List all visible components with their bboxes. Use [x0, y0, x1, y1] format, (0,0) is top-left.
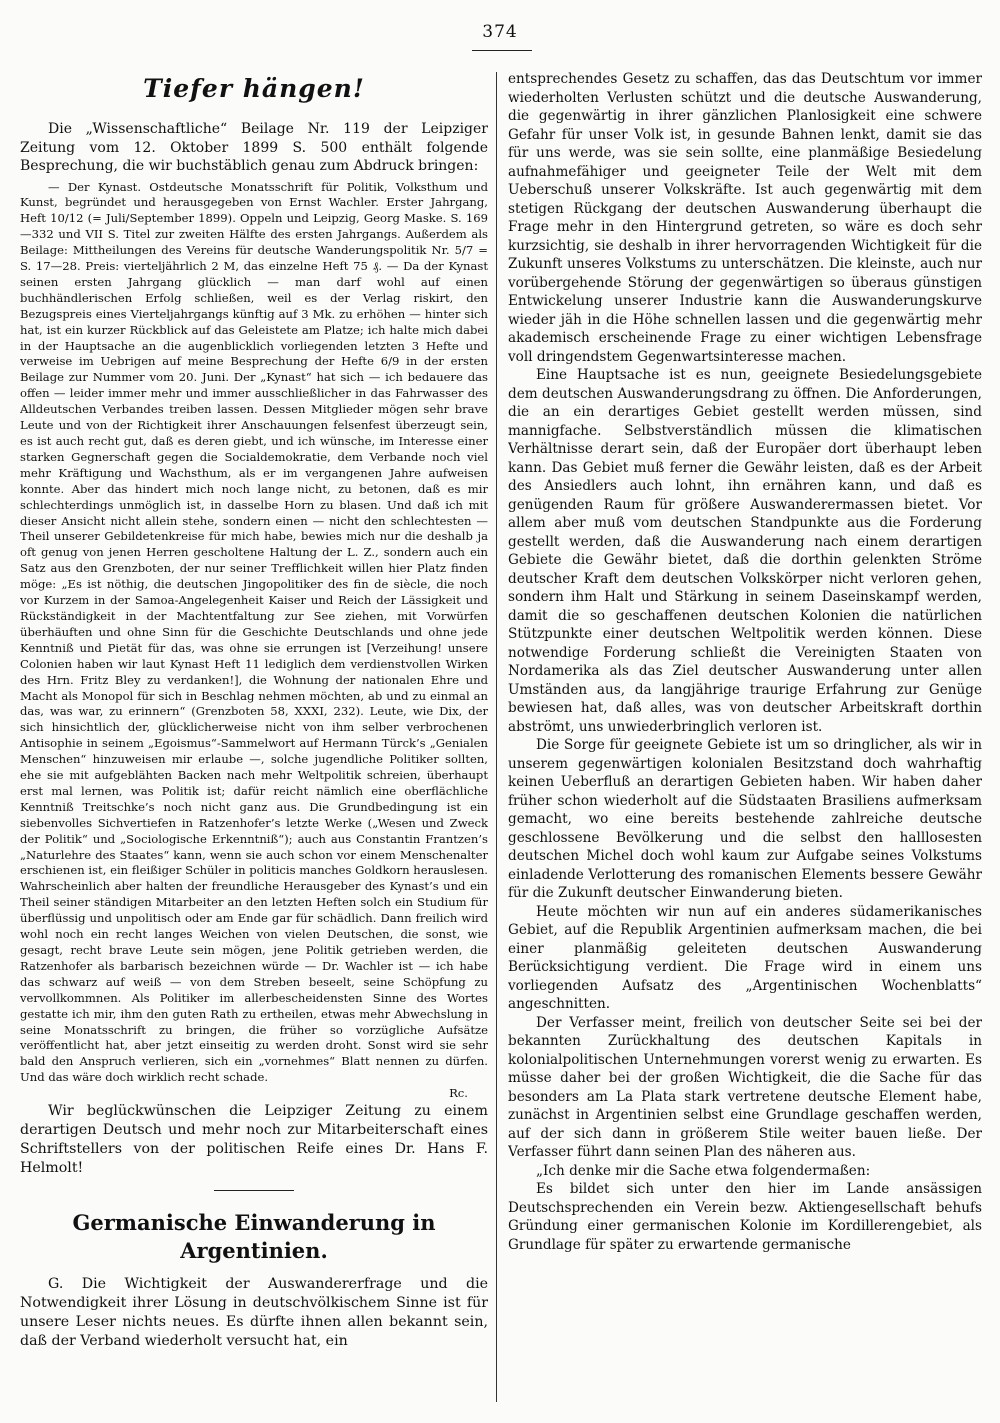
- article-paragraph: Es bildet sich unter den hier im Lande ansässigen Deutschsprechenden ein Verein bezw. Aktiengesellschaft behufs Gründung einer germanischen Kolonie im Kordillerengebiet, als Grundlage für später zu erwartende germanische: [508, 1181, 982, 1253]
- article-intro: Die „Wissenschaftliche“ Beilage Nr. 119 der Leipziger Zeitung vom 12. Oktober 1899 S. 500 enthält folgende Besprechung, die wir buchstäblich genau zum Abdruck bringen:: [20, 121, 488, 174]
- article-paragraph: Eine Hauptsache ist es nun, geeignete Besiedelungsgebiete dem deutschen Auswanderungsdrang zu öffnen. Die Anforderungen, die an ein derartiges Gebiet gestellt werden müssen, sind mannigfache. Selbstverständlich müssen die klimatischen Verhältnisse derart sein, daß der Europäer dort überhaupt leben kann. Das Gebiet muß ferner die Gewähr leisten, daß es der Arbeit des Ansiedlers auch lohnt, ihn ernähren kann, und daß es genügenden Raum für größere Auswanderermassen bietet. Vor allem aber muß vom deutschen Standpunkte aus die Forderung gestellt werden, daß die Auswanderung nach einem derartigen Gebiete die Gewähr bietet, daß die dorthin gelenkten Ströme deutscher Kraft dem deutschen Volkskörper nicht verloren gehen, sondern ihm Halt und Stärkung in seinem Daseinskampf werden, damit die so geschaffenen deutschen Kolonien die natürlichen Stützpunkte einer deutschen Weltpolitik werden können. Diese notwendige Forderung schließt die Vereinigten Staaten von Nordamerika als das Ziel deutscher Auswanderung unter allen Umständen aus, da langjährige traurige Erfahrung zur Genüge bewiesen hat, daß alles, was von deutscher Arbeitskraft dorthin abströmt, uns unwiederbringlich verloren ist.: [508, 367, 982, 735]
- article-paragraph: Die Sorge für geeignete Gebiete ist um so dringlicher, als wir in unserem gegenwärtigen kolonialen Besitzstand doch wahrhaftig keinen Ueberfluß an derartigen Gebieten haben. Wir haben daher früher schon wiederholt auf die Südstaaten Brasiliens aufmerksam gemacht, wo eine bereits bestehende zahlreiche deutsche geschlossene Bevölkerung und die selbst den halllosesten deutschen Michel doch wohl kaum zur Aufgabe seines Volkstums einladende Verlotterung des romanischen Elements bessere Gewähr für die Zukunft deutscher Einwanderung bieten.: [508, 737, 982, 901]
- article-paragraph: G. Die Wichtigkeit der Auswandererfrage und die Notwendigkeit ihrer Lösung in deutschvölkischem Sinne ist für unsere Leser nichts neues. Es dürfte ihnen allen bekannt sein, daß der Verband wiederholt versucht hat, ein: [20, 1276, 488, 1350]
- article-paragraph: entsprechendes Gesetz zu schaffen, das das Deutschtum vor immer wiederholten Verlusten schützt und die deutsche Auswanderung, die gegenwärtig in ihrer gänzlichen Planlosigkeit eine schwere Gefahr für unser Volk ist, in gesunde Bahnen lenkt, damit sie das für uns werde, was sie sein sollte, eine planmäßige Besiedelung aufnahmefähiger und geeigneter Teile der Welt mit dem Ueberschuß unserer Volkskräfte. Ist auch gegenwärtig mit dem stetigen Rückgang der deutschen Auswanderung überhaupt die Frage mehr in den Hintergrund getreten, so wäre es doch sehr kurzsichtig, sie deshalb in ihrer hervorragenden Wichtigkeit für die Zukunft unseres Volkstums zu unterschätzen. Die kleinste, auch nur vorübergehende Störung der gegenwärtigen so überaus günstigen Entwickelung unserer Industrie kann die Auswanderungskurve wieder jäh in die Höhe schnellen lassen und die gegenwärtig mehr akademisch erscheinende Frage zu einer wichtigen Lebensfrage voll dringendstem Gegenwartsinteresse machen.: [508, 71, 982, 365]
- column-divider: [496, 72, 497, 1402]
- article-paragraph: Der Verfasser meint, freilich von deutscher Seite sei bei der bekannten Zurückhaltung des deutschen Kapitals in kolonialpolitischen Unternehmungen vorerst wenig zu erwarten. Es müsse daher bei der großen Wichtigkeit, die die Sache für das besonders am La Plata stark vertretene deutsche Element habe, zunächst in Argentinien selbst eine Grundlage geschaffen werden, auf der sich dann in größerem Stile weiter bauen ließe. Der Verfasser führt dann seinen Plan des näheren aus.: [508, 1014, 982, 1160]
- left-column: [20, 70, 488, 1410]
- quote-signature: Rc.: [449, 1086, 468, 1101]
- right-column: [508, 70, 982, 1415]
- article-paragraph: „Ich denke mir die Sache etwa folgendermaßen:: [536, 1162, 871, 1179]
- page-number: 374: [482, 22, 518, 42]
- article-paragraph: Heute möchten wir nun auf ein anderes südamerikanisches Gebiet, auf die Republik Argentinien aufmerksam machen, die bei einer planmäßig geleiteten deutschen Auswanderung Berücksichtigung verdient. Die Frage wird in einem uns vorliegenden Aufsatz des „Argentinischen Wochenblatts“ angeschnitten.: [508, 903, 982, 1012]
- header-rule: [472, 50, 532, 51]
- article-title: Tiefer hängen!: [143, 74, 365, 103]
- article-closing: Wir beglückwünschen die Leipziger Zeitung zu einem derartigen Deutsch und mehr noch zur Mitarbeiterschaft eines Schriftstellers von der politischen Reife eines Dr. Hans F. Helmolt!: [20, 1103, 488, 1177]
- section-divider: [214, 1190, 294, 1191]
- article-title: Germanische Einwanderung in Argentinien.: [72, 1210, 436, 1264]
- quoted-review: — Der Kynast. Ostdeutsche Monatsschrift für Politik, Volksthum und Kunst, begründet und herausgegeben von Ernst Wachler. Erster Jahrgang, Heft 10/12 (= Juli/September 1899). Oppeln und Leipzig, Georg Maske. S. 169—332 und VII S. Titel zur zweiten Hälfte des ersten Jahrgangs. Außerdem als Beilage: Mittheilungen des Vereins für deutsche Wanderungspolitik Nr. 5/7 = S. 17—28. Preis: vierteljährlich 2 M, das einzelne Heft 75 ₰. — Da der Kynast seinen ersten Jahrgang glücklich — man darf wohl auf einen buchhändlerischen Erfolg schließen, weil es der Verlag riskirt, den Bezugspreis eines Vierteljahrgangs künftig auf 3 Mk. zu erhöhen — hinter sich hat, ist ein kurzer Rückblick auf das Geleistete am Platze; ich halte mich dabei in der Hauptsache an die augenblicklich vorliegenden letzten 3 Hefte und verweise im Uebrigen auf meine Besprechung der Hefte 6/9 in der ersten Beilage zur Nummer vom 20. Juni. Der „Kynast“ hat sich — ich bedauere das offen — leider immer mehr und immer ausschließlicher in das Fahrwasser des Alldeutschen Verbandes treiben lassen. Dessen Mitglieder mögen sehr brave Leute und von der Richtigkeit ihrer Anschauungen felsenfest überzeugt sein, es ist auch recht gut, daß es deren giebt, und ich wünsche, im Interesse einer starken Gegnerschaft gegen die Socialdemokratie, dem Verbande noch viel mehr Kräftigung und Wachsthum, als er im vergangenen Jahre aufweisen konnte. Aber das hindert mich noch lange nicht, zu betonen, daß es mir schlechterdings unmöglich ist, in dasselbe Horn zu blasen. Und daß ich mit dieser Ansicht nicht allein stehe, sondern einen — nicht den schlechtesten — Theil unserer Gebildetenkreise für mich habe, bewies mich nur die deshalb ja oft genug von jenen Herren gescholtene Haltung der L. Z., sondern auch ein Satz aus den Grenzboten, der nur seiner Trefflichkeit willen hier Platz finden möge: „Es ist nöthig, die deutschen Jingopolitiker des fin de siècle, die noch vor Kurzem in der Samoa-Angelegenheit Kaiser und Reich der Lässigkeit und Rückständigkeit in der Machtentfaltung zur See ziehen, mit Vorwürfen überhäuften und ohne Sinn für die Geschichte Deutschlands und ohne jede Kenntniß und Pietät für das, was ohne sie errungen ist [Verzeihung! unsere Colonien haben wir laut Kynast Heft 11 lediglich dem verdienstvollen Wirken des Hrn. Fritz Bley zu verdanken!], die Wohnung der nationalen Ehre und Macht als Monopol für sich in Beschlag nehmen möchten, ab und zu einmal an das, was war, zu erinnern“ (Grenzboten 58, XXXI, 232). Leute, wie Dix, der sich hinsichtlich der, glücklicherweise nicht von ihm selber verbrochenen Antisophie in seinem „Egoismus“-Sammelwort auf Hermann Türck’s „Genialen Menschen“ hinzuweisen mir erlaube —, solche jugendliche Politiker sollten, ehe sie mit aufgeblähten Backen nach mehr Weltpolitik schreien, überhaupt erst mal lernen, was Politik ist; dafür reicht nämlich eine oberflächliche Kenntniß Treitschke’s noch nicht ganz aus. Die Grundbedingung ist ein siebenvolles Sichvertiefen in Ratzenhofer’s letzte Werke („Wesen und Zweck der Politik“ und „Sociologische Erkenntniß“); auch aus Constantin Frantzen’s „Naturlehre des Staates“ kann, wenn sie auch schon vor einem Menschenalter erschienen ist, ein fleißiger Schüler in politicis manches Goldkorn herauslesen. Wahrscheinlich aber halten der freundliche Herausgeber des Kynast’s und ein Theil seiner ständigen Mitarbeiter an den letzten Heften solch ein Studium für überflüssig und unpolitisch oder am Ende gar für schädlich. Dann freilich wird wohl noch ein recht langes Weichen von vielen Deutschen, die sonst, wie gesagt, recht brave Leute sein mögen, jene Politik getrieben werden, die Ratzenhofer als barbarisch bezeichnen würde — Dr. Wachler ist — ich habe das schwarz auf weiß — von dem Streben beseelt, seine Schöpfung zu vervollkommnen. Als Politiker im allerbescheidensten Sinne des Wortes gestatte ich mir, ihm den guten Rath zu ertheilen, etwas mehr Abwechslung in seine Monatsschrift zu bringen, die früher so vorzügliche Aufsätze veröffentlicht hat, aber jetzt einseitig zu werden droht. Sonst wird sie sehr bald den Anspruch verlieren, sich ein „vornehmes“ Blatt nennen zu dürfen. Und das wäre doch wirklich recht schade.: [20, 179, 488, 1085]
